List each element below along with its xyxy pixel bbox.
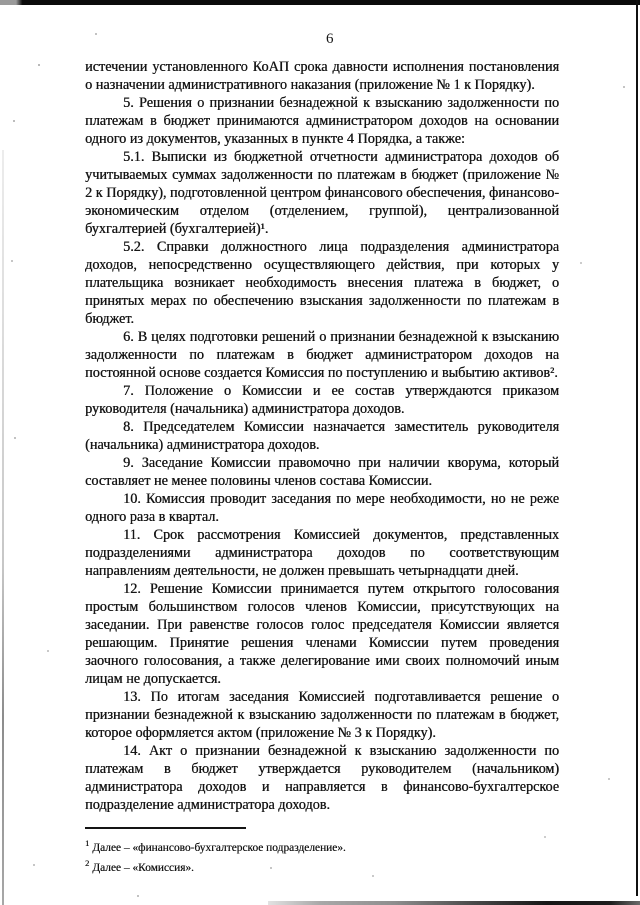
scan-artifact-left-line <box>2 150 4 905</box>
paragraph-14: 14. Акт о признании безнадежной к взысканию задолженности по платежам в бюджет утверждается руководителем (начальником) администратора доходов и направляется в финансово-бухгалтерское подразделение администратора доходов. <box>85 743 559 813</box>
paragraph-13: 13. По итогам заседания Комиссией подготавливается решение о признании безнадежной к взысканию задолженности по платежам в бюджет, которое оформляется актом (приложение № 3 к Порядку). <box>85 689 559 741</box>
paragraph-5-1: 5.1. Выписки из бюджетной отчетности администратора доходов об учитываемых суммах задолженности по платежам в бюджет (приложение № 2 к Порядку), подготовленной центром финансового обеспечения, финансово-экономическим отделом (отделением, группой), централизованной бухгалтерией (бухгалтерией)¹. <box>85 149 559 237</box>
document-body <box>85 58 559 877</box>
paragraph-10: 10. Комиссия проводит заседания по мере необходимости, но не реже одного раза в квартал. <box>85 491 559 525</box>
paragraph-12: 12. Решение Комиссии принимается путем открытого голосования простым большинством голосов членов Комиссии, присутствующих на заседании. При равенстве голосов голос председателя Комиссии является решающим. Принятие решения членами Комиссии путем проведения заочного голосования, а также делегирование ими своих полномочий иным лицам не допускается. <box>85 581 559 687</box>
footnote-separator-rule <box>85 827 246 829</box>
footnote-2-text: Далее – «Комиссия». <box>92 862 194 875</box>
paragraph-5: 5. Решения о признании безнадежной к взысканию задолженности по платежам в бюджет принимаются администратором доходов на основании одного из документов, указанных в пункте 4 Порядка, а также: <box>85 95 559 147</box>
scan-artifact-bottom-bar <box>268 901 640 905</box>
footnote-1-marker: 1 <box>85 838 90 848</box>
scan-artifact-right-line <box>636 0 638 896</box>
scan-noise-specks <box>0 0 2 2</box>
footnote-1 <box>85 836 559 856</box>
paragraph-8: 8. Председателем Комиссии назначается заместитель руководителя (начальника) администратора доходов. <box>85 419 559 453</box>
paragraph-11: 11. Срок рассмотрения Комиссией документов, представленных подразделениями администратора доходов по соответствующим направлениям деятельности, не должен превышать четырнадцати дней. <box>85 527 559 579</box>
paragraph-continuation: истечении установленного КоАП срока давности исполнения постановления о назначении административного наказания (приложение № 1 к Порядку). <box>85 59 559 93</box>
footnote-2-marker: 2 <box>85 858 90 869</box>
paragraph-7: 7. Положение о Комиссии и ее состав утверждаются приказом руководителя (начальника) администратора доходов. <box>85 383 559 417</box>
scan-artifact-top-bar <box>0 0 640 5</box>
page-number: 6 <box>326 31 334 47</box>
paragraph-9: 9. Заседание Комиссии правомочно при наличии кворума, который составляет не менее половины членов состава Комиссии. <box>85 455 559 489</box>
paragraph-5-2: 5.2. Справки должностного лица подразделения администратора доходов, непосредственно осуществляющего действия, при которых у плательщика возникает необходимость внесения платежа в бюджет, о принятых мерах по обеспечению взыскания задолженности по платежам в бюджет. <box>85 239 559 327</box>
footnote-2 <box>85 856 559 876</box>
paragraph-6: 6. В целях подготовки решений о признании безнадежной к взысканию задолженности по платежам в бюджет администратором доходов на постоянной основе создается Комиссия по поступлению и выбытию активов². <box>85 329 559 381</box>
footnote-1-text: Далее – «финансово-бухгалтерское подразделение». <box>92 841 346 854</box>
footnotes-section <box>85 827 559 877</box>
